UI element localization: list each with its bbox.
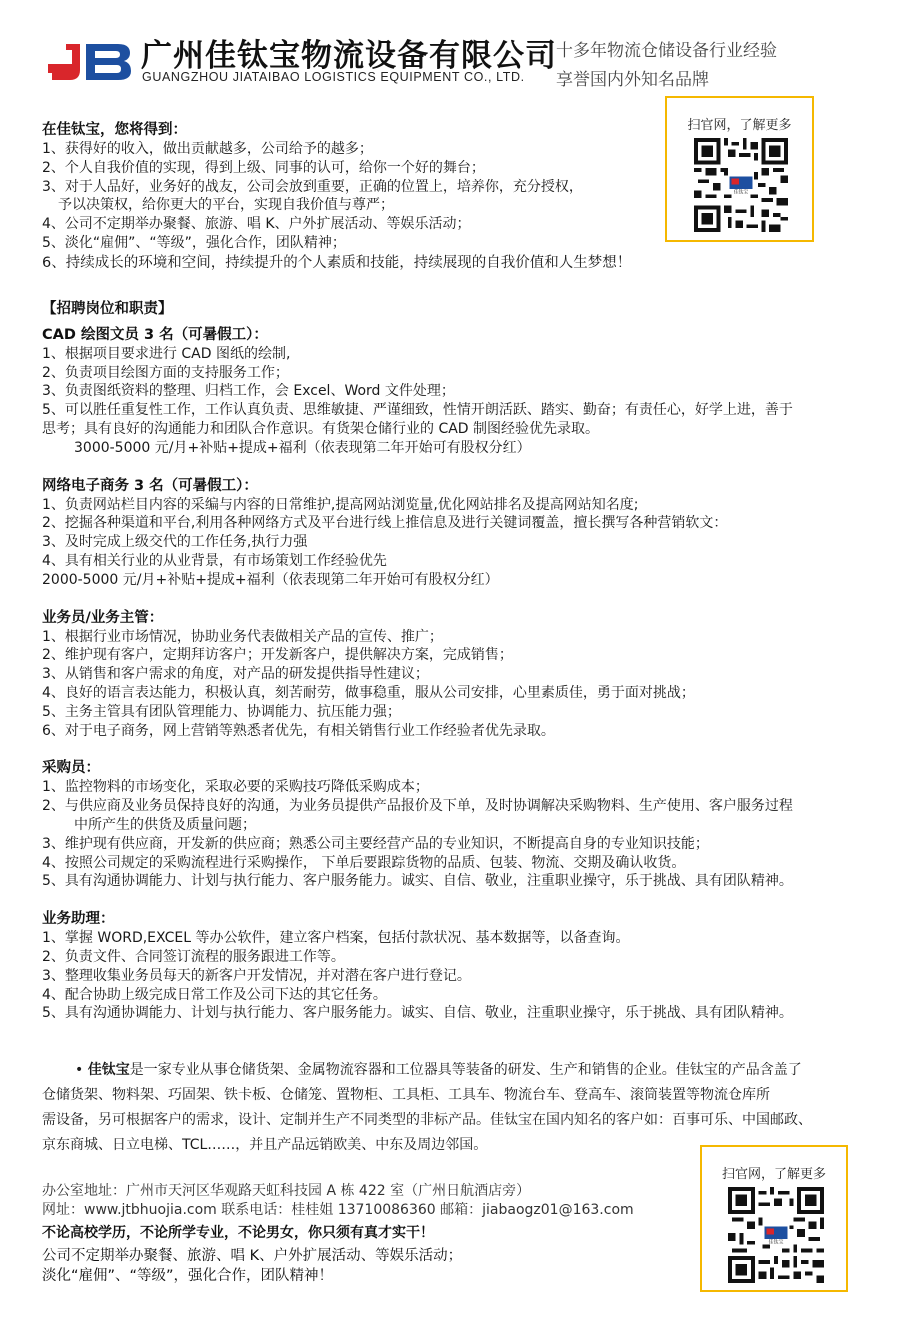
company-intro xyxy=(42,1058,887,1158)
cad-item: 1、根据项目要求进行 CAD 图纸的绘制, xyxy=(42,345,291,362)
cad-item: 2、负责项目绘图方面的支持服务工作； xyxy=(42,364,289,381)
assistant-item: 2、负责文件、合同签订流程的服务跟进工作等。 xyxy=(42,948,345,965)
qr-caption: 扫官网，了解更多 xyxy=(687,118,792,133)
activities-line: 淡化“雇佣”、“等级”，强化合作，团队精神！ xyxy=(42,1268,334,1284)
benefit-item: 3、对于人品好，业务好的战友，公司会放到重要，正确的位置上，培养你，充分授权， xyxy=(42,178,583,195)
recruit-slogan: 不论高校学历，不论所学专业，不论男女，你只须有真才实干！ xyxy=(42,1225,434,1241)
purchasing-item: 2、与供应商及业务员保持良好的沟通，为业务员提供产品报价及下单，及时协调解决采购物料、生产使用、客户服务过程 xyxy=(42,798,793,815)
sales-item: 6、对于电子商务，网上营销等熟悉者优先，有相关销售行业工作经验者优先录取。 xyxy=(42,722,555,739)
intro-line: 仓储货架、物料架、巧固架、铁卡板、仓储笼、置物柜、工具柜、工具车、物流台车、登高车、滚筒装置等物流仓库所 xyxy=(42,1087,770,1103)
cad-item-continued: 思考；具有良好的沟通能力和团队合作意识。有货架仓储行业的 CAD 制图经验优先录取。 xyxy=(42,420,600,437)
activities-line: 公司不定期举办聚餐、旅游、唱 K、户外扩展活动、等娱乐活动； xyxy=(42,1248,463,1264)
page-header xyxy=(0,0,915,100)
purchasing-item: 3、维护现有供应商，开发新的供应商；熟悉公司主要经营产品的专业知识，不断提高自身的专业知识技能； xyxy=(42,835,709,852)
assistant-item: 3、整理收集业务员每天的新客户开发情况，并对潜在客户进行登记。 xyxy=(42,967,471,984)
company-name-cn: 广州佳钛宝物流设备有限公司 xyxy=(141,38,557,74)
purchasing-title: 采购员： xyxy=(42,760,100,777)
bullet-icon: • xyxy=(75,1062,84,1078)
cad-item: 3、负责图纸资料的整理、归档工作，会 Excel、Word 文件处理； xyxy=(42,383,455,400)
benefit-item-continued: 予以决策权，给你更大的平台，实现自我价值与尊严； xyxy=(58,197,394,214)
purchasing-item-continued: 中所产生的供货及质量问题； xyxy=(74,816,256,833)
qr-code-icon xyxy=(724,1187,828,1283)
office-address: 办公室地址：广州市天河区华观路天虹科技园 A 栋 422 室（广州日航酒店旁） xyxy=(42,1183,531,1199)
benefit-item: 5、淡化“雇佣”、“等级”，强化合作，团队精神； xyxy=(42,234,346,251)
contact-info xyxy=(42,1182,702,1286)
sales-title: 业务员/业务主管： xyxy=(42,609,164,626)
intro-text: 是一家专业从事仓储货架、金属物流容器和工位器具等装备的研发、生产和销售的企业。佳钛宝的产品含盖了 xyxy=(129,1062,802,1078)
ecommerce-item: 3、及时完成上级交代的工作任务,执行力强 xyxy=(42,534,308,551)
sales-item: 1、根据行业市场情况，协助业务代表做相关产品的宣传、推广； xyxy=(42,628,443,645)
header-slogan-experience: 十多年物流仓储设备行业经验 xyxy=(556,41,777,61)
assistant-item: 4、配合协助上级完成日常工作及公司下达的其它任务。 xyxy=(42,986,387,1003)
purchasing-item: 5、具有沟通协调能力、计划与执行能力、客户服务能力。诚实、自信、敬业，注重职业操守，乐于挑战、具有团队精神。 xyxy=(42,873,793,890)
qr-badge: 佳钛宝 xyxy=(768,1239,784,1246)
cad-salary: 3000-5000 元/月+补贴+提成+福利（依表现第二年开始可有股权分红） xyxy=(74,439,531,456)
company-name-en: GUANGZHOU JIATAIBAO LOGISTICS EQUIPMENT CO., LTD. xyxy=(142,70,525,84)
intro-line: 京东商城、日立电梯、TCL……，并且产品远销欧美、中东及周边邻国。 xyxy=(42,1137,488,1153)
assistant-item: 1、掌握 WORD,EXCEL 等办公软件，建立客户档案，包括付款状况、基本数据等，以备查询。 xyxy=(42,930,630,947)
sales-item: 3、从销售和客户需求的角度，对产品的研发提供指导性建议； xyxy=(42,666,429,683)
sales-item: 2、维护现有客户，定期拜访客户；开发新客户，提供解决方案，完成销售； xyxy=(42,647,513,664)
benefit-item: 6、持续成长的环境和空间，持续提升的个人素质和技能，持续展现的自我价值和人生梦想！ xyxy=(42,254,632,271)
ecommerce-item: 1、负责网站栏目内容的采编与内容的日常维护,提高网站浏览量,优化网站排名及提高网站知名度; xyxy=(42,496,639,513)
benefits-title: 在佳钛宝，您将得到： xyxy=(42,122,187,138)
ecommerce-item: 4、具有相关行业的从业背景，有市场策划工作经验优先 xyxy=(42,552,387,569)
purchasing-item: 1、监控物料的市场变化，采取必要的采购技巧降低采购成本； xyxy=(42,779,429,796)
cad-item: 5、可以胜任重复性工作，工作认真负责、思维敏捷、严谨细致，性情开朗活跃、踏实、勤奋；有责任心，好学上进，善于 xyxy=(42,402,793,419)
intro-brand: 佳钛宝 xyxy=(87,1062,130,1078)
intro-line: 需设备，另可根据客户的需求，设计、定制并生产不同类型的非标产品。佳钛宝在国内知名的客户如：百事可乐、中国邮政、 xyxy=(42,1112,812,1128)
ecommerce-item: 2、挖掘各种渠道和平台,利用各种网络方式及平台进行线上推信息及进行关键词覆盖，擅长撰写各种营销软文： xyxy=(42,515,728,532)
benefit-item: 1、获得好的收入，做出贡献越多，公司给予的越多； xyxy=(42,141,373,157)
benefit-item: 4、公司不定期举办聚餐、旅游、唱 K、户外扩展活动、等娱乐活动； xyxy=(42,216,471,233)
qr-code-box-bottom[interactable] xyxy=(700,1145,848,1292)
ecommerce-title: 网络电子商务 3 名（可暑假工）： xyxy=(42,477,258,494)
company-logo xyxy=(48,40,132,82)
intro-line xyxy=(42,1058,887,1083)
web-phone-email[interactable]: 网址：www.jtbhuojia.com 联系电话：桂桂姐 13710086360 邮箱：jiabaogz01@163.com xyxy=(42,1202,634,1218)
qr-badge: 佳钛宝 xyxy=(733,189,749,196)
purchasing-item: 4、按照公司规定的采购流程进行采购操作， 下单后要跟踪货物的品质、包装、物流、交期及确认收货。 xyxy=(42,854,686,871)
positions-title: 【招聘岗位和职责】 xyxy=(42,300,173,317)
benefit-item: 2、个人自我价值的实现，得到上级、同事的认可，给你一个好的舞台； xyxy=(42,159,485,176)
ecommerce-salary: 2000-5000 元/月+补贴+提成+福利（依表现第二年开始可有股权分红） xyxy=(42,571,499,588)
assistant-item: 5、具有沟通协调能力、计划与执行能力、客户服务能力。诚实、自信、敬业，注重职业操守，乐于挑战、具有团队精神。 xyxy=(42,1005,793,1022)
assistant-title: 业务助理： xyxy=(42,911,115,928)
sales-item: 5、主务主管具有团队管理能力、协调能力、抗压能力强； xyxy=(42,703,401,720)
qr-caption: 扫官网，了解更多 xyxy=(721,1167,826,1182)
main-content xyxy=(42,120,882,1023)
cad-title: CAD 绘图文员 3 名（可暑假工）： xyxy=(42,326,268,343)
sales-item: 4、良好的语言表达能力，积极认真，刻苦耐劳，做事稳重，服从公司安排，心里素质佳，勇于面对挑战； xyxy=(42,684,695,701)
header-slogan-brand: 享誉国内外知名品牌 xyxy=(556,70,709,90)
